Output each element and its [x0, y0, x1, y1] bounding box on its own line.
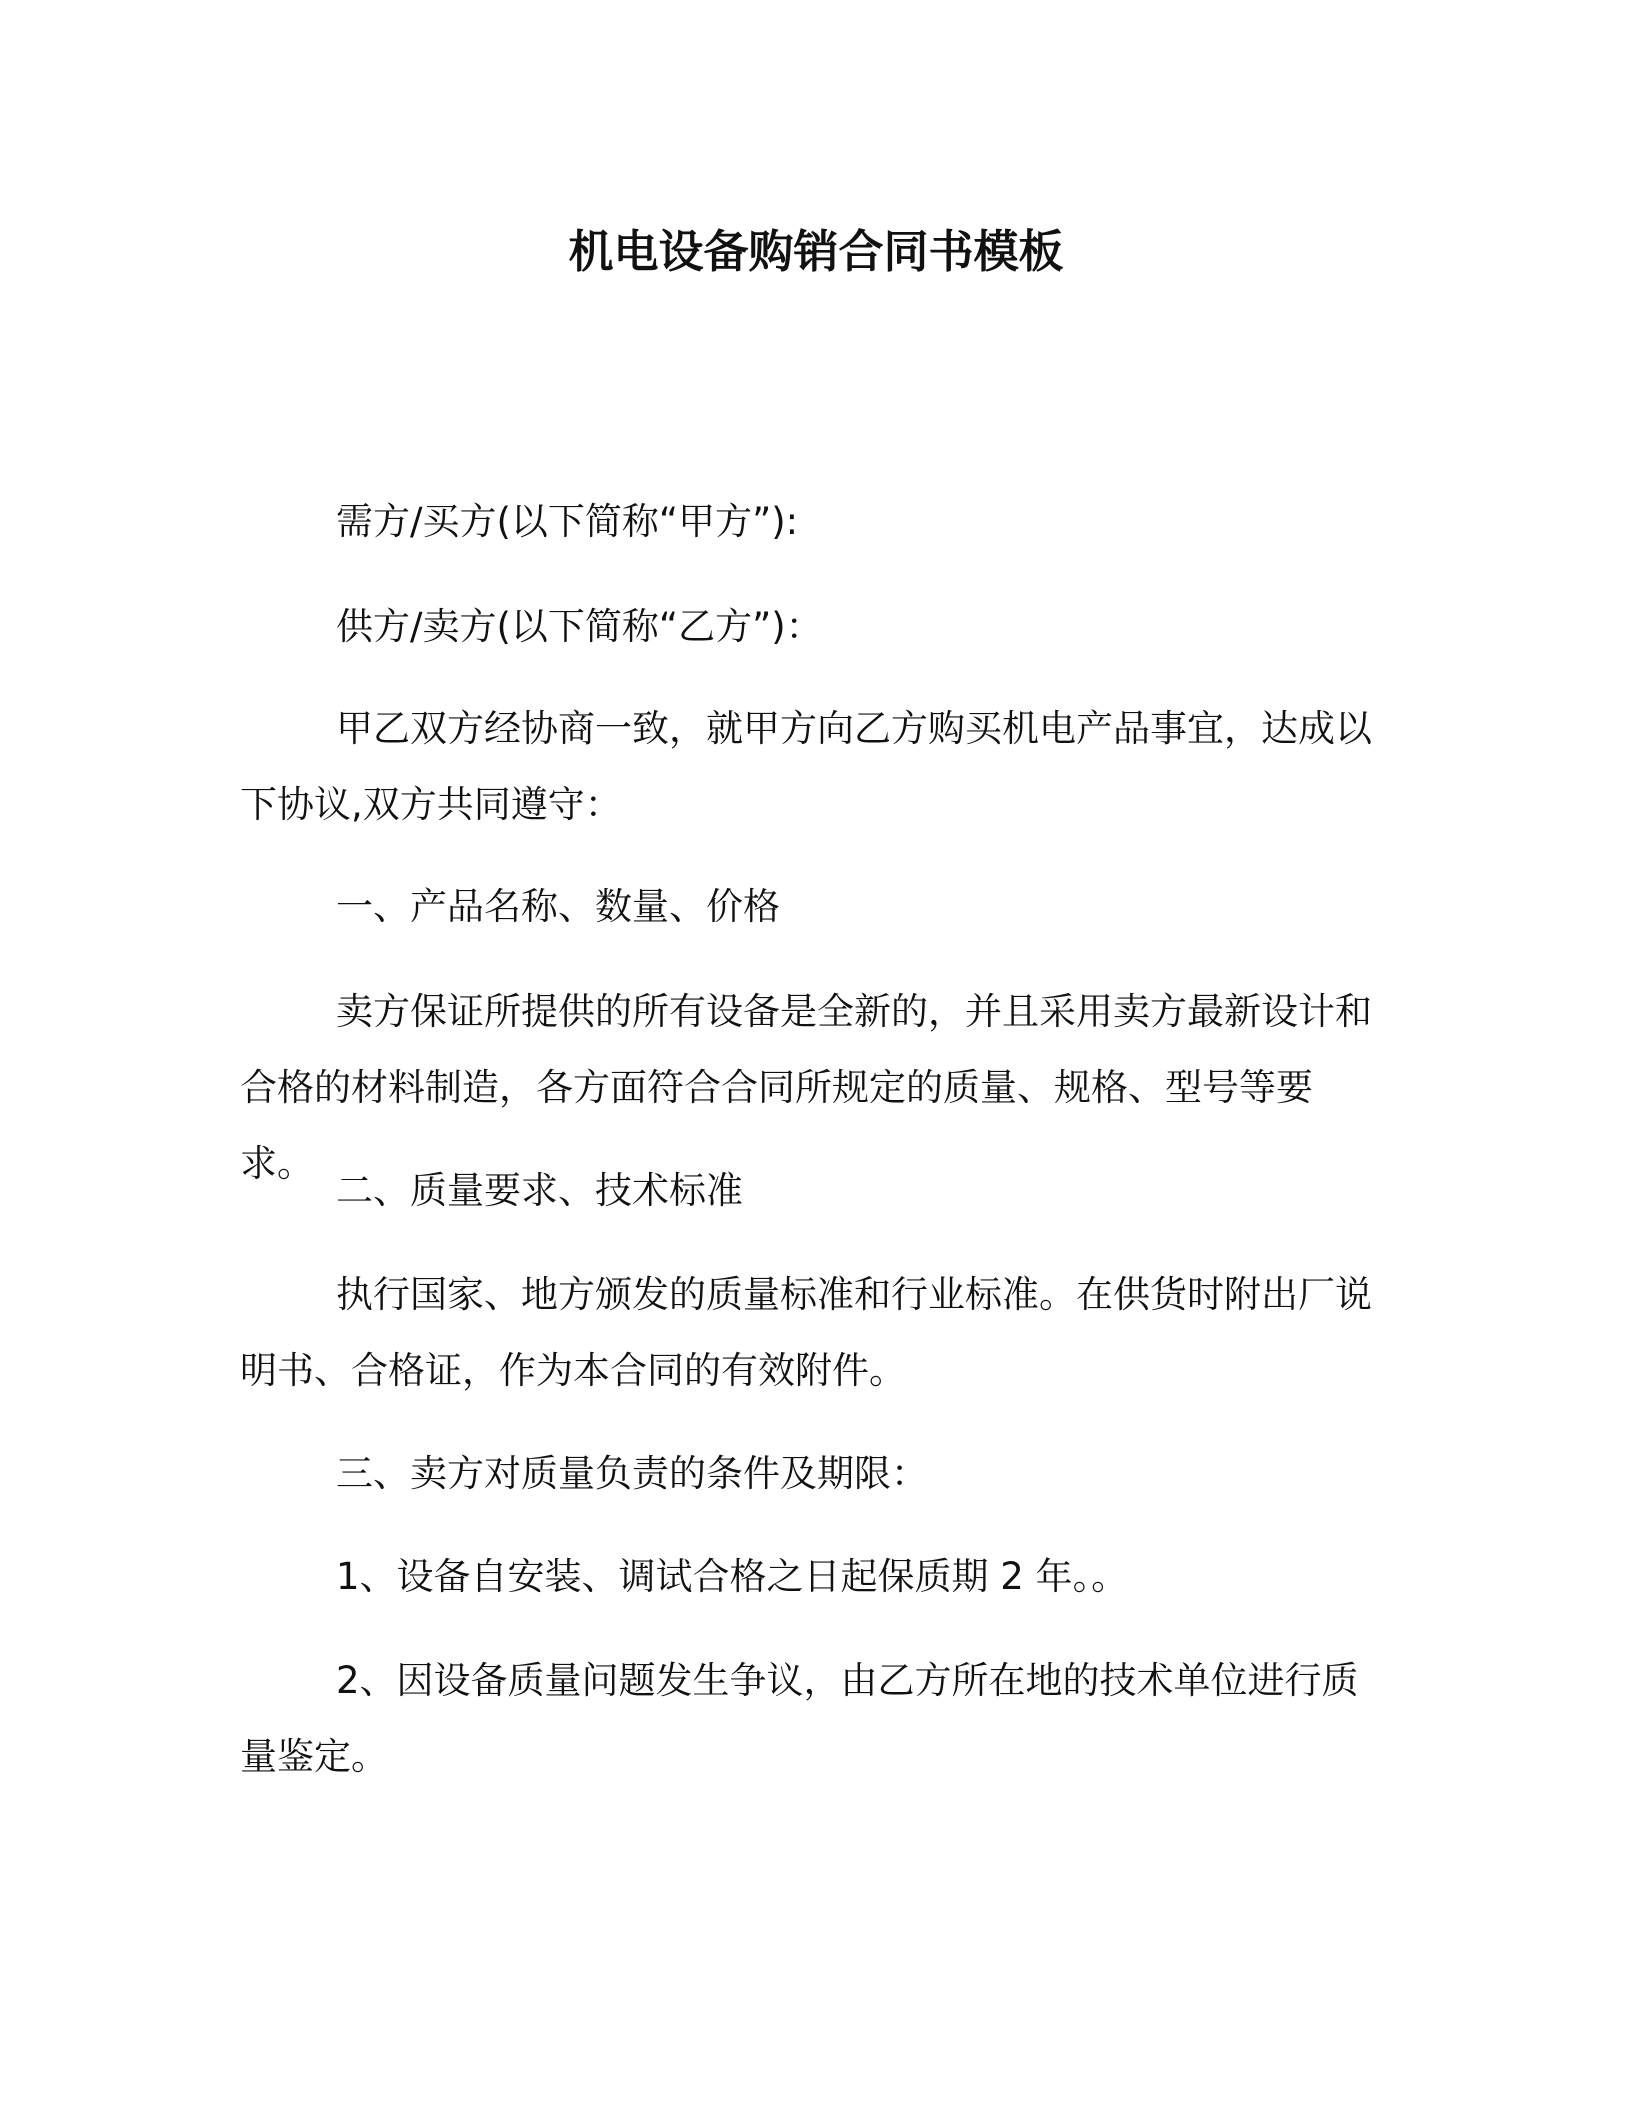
paragraph-section-2: 执行国家、地方颁发的质量标准和行业标准。在供货时附出厂说明书、合格证，作为本合同的有效附件。	[240, 1273, 1372, 1392]
paragraph-section-1: 卖方保证所提供的所有设备是全新的，并且采用卖方最新设计和合格的材料制造，各方面符合合同所规定的质量、规格、型号等要求。	[240, 990, 1372, 1185]
paragraph-seller: 供方/卖方(以下简称“乙方”)：	[336, 605, 823, 648]
document-title: 机电设备购销合同书模板	[568, 225, 1064, 278]
section-heading-3: 三、卖方对质量负责的条件及期限：	[336, 1452, 928, 1495]
list-item-2: 2、因设备质量问题发生争议，由乙方所在地的技术单位进行质量鉴定。	[240, 1659, 1359, 1778]
paragraph-buyer: 需方/买方(以下简称“甲方”):	[336, 500, 799, 543]
list-item-1: 1、设备自安装、调试合格之日起保质期 2 年。。	[336, 1555, 1129, 1598]
section-heading-2: 二、质量要求、技术标准	[336, 1169, 743, 1212]
paragraph-agreement: 甲乙双方经协商一致，就甲方向乙方购买机电产品事宜，达成以下协议,双方共同遵守：	[240, 707, 1372, 826]
section-heading-1: 一、产品名称、数量、价格	[336, 885, 780, 928]
